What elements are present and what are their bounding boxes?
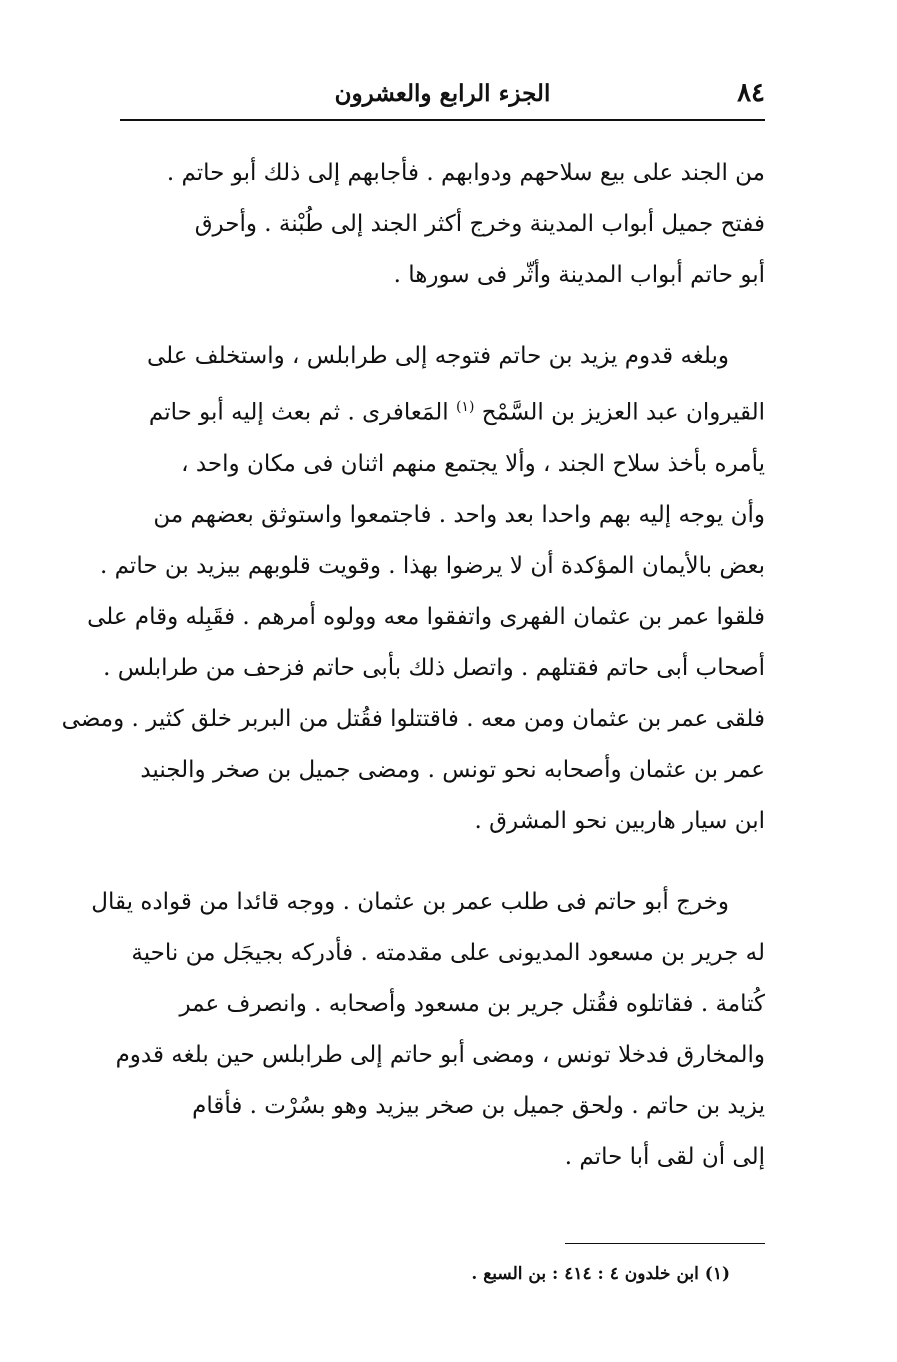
running-title: الجزء الرابع والعشرون bbox=[334, 80, 551, 107]
text-line: ابن سيار هاربين نحو المشرق . bbox=[474, 807, 765, 834]
text-line: وخرج أبو حاتم فى طلب عمر بن عثمان . ووجه قائدا من قواده يقال bbox=[91, 888, 729, 915]
text-line: أصحاب أبى حاتم فقتلهم . واتصل ذلك بأبى حاتم فزحف من طرابلس . bbox=[103, 654, 765, 681]
text-line: أبو حاتم أبواب المدينة وأثّر فى سورها . bbox=[393, 262, 765, 288]
header-rule bbox=[120, 119, 765, 121]
text-line: له جرير بن مسعود المديونى على مقدمته . فأدركه بجيجَل من ناحية bbox=[131, 939, 765, 966]
text-line: فلقوا عمر بن عثمان الفهرى واتفقوا معه وولوه أمرهم . فقَبِله وقام على bbox=[87, 603, 765, 630]
footnote-rule bbox=[565, 1243, 765, 1244]
text-line: وبلغه قدوم يزيد بن حاتم فتوجه إلى طرابلس ، واستخلف على bbox=[146, 343, 729, 369]
text-line: يزيد بن حاتم . ولحق جميل بن صخر بيزيد وهو بسُرْت . فأقام bbox=[192, 1092, 765, 1119]
text-segment: المَعافرى . ثم بعث إليه أبو حاتم bbox=[148, 399, 449, 426]
page-number: ٨٤ bbox=[737, 78, 765, 108]
text-line: بعض بالأيمان المؤكدة أن لا يرضوا بهذا . وقويت قلوبهم بيزيد بن حاتم . bbox=[100, 552, 765, 579]
text-line: وأن يوجه إليه بهم واحدا بعد واحد . فاجتمعوا واستوثق بعضهم من bbox=[153, 501, 765, 528]
paragraph-2 bbox=[61, 331, 765, 847]
text-line bbox=[120, 382, 765, 439]
paragraph-1 bbox=[120, 148, 765, 301]
footnote: (١) ابن خلدون ٤ : ٤١٤ : بن السبع . bbox=[471, 1264, 730, 1284]
text-line: والمخارق فدخلا تونس ، ومضى أبو حاتم إلى طرابلس حين بلغه قدوم bbox=[115, 1041, 765, 1068]
text-line: ففتح جميل أبواب المدينة وخرج أكثر الجند إلى طُبْنة . وأحرق bbox=[194, 211, 765, 237]
paragraph-3 bbox=[91, 877, 765, 1183]
text-line: من الجند على بيع سلاحهم ودوابهم . فأجابهم إلى ذلك أبو حاتم . bbox=[166, 160, 765, 186]
page-header bbox=[120, 78, 765, 118]
text-line: عمر بن عثمان وأصحابه نحو تونس . ومضى جميل بن صخر والجنيد bbox=[140, 756, 765, 783]
footnote-ref: (١) bbox=[455, 399, 475, 415]
text-line: إلى أن لقى أبا حاتم . bbox=[564, 1143, 765, 1170]
text-segment: القيروان عبد العزيز بن السَّمْح bbox=[481, 399, 765, 426]
text-line: فلقى عمر بن عثمان ومن معه . فاقتتلوا فقُتل من البربر خلق كثير . ومضى bbox=[61, 705, 765, 732]
text-line: يأمره بأخذ سلاح الجند ، وألا يجتمع منهم اثنان فى مكان واحد ، bbox=[181, 450, 765, 477]
text-line: كُتامة . فقاتلوه فقُتل جرير بن مسعود وأصحابه . وانصرف عمر bbox=[179, 990, 765, 1017]
body-text bbox=[61, 148, 765, 1183]
